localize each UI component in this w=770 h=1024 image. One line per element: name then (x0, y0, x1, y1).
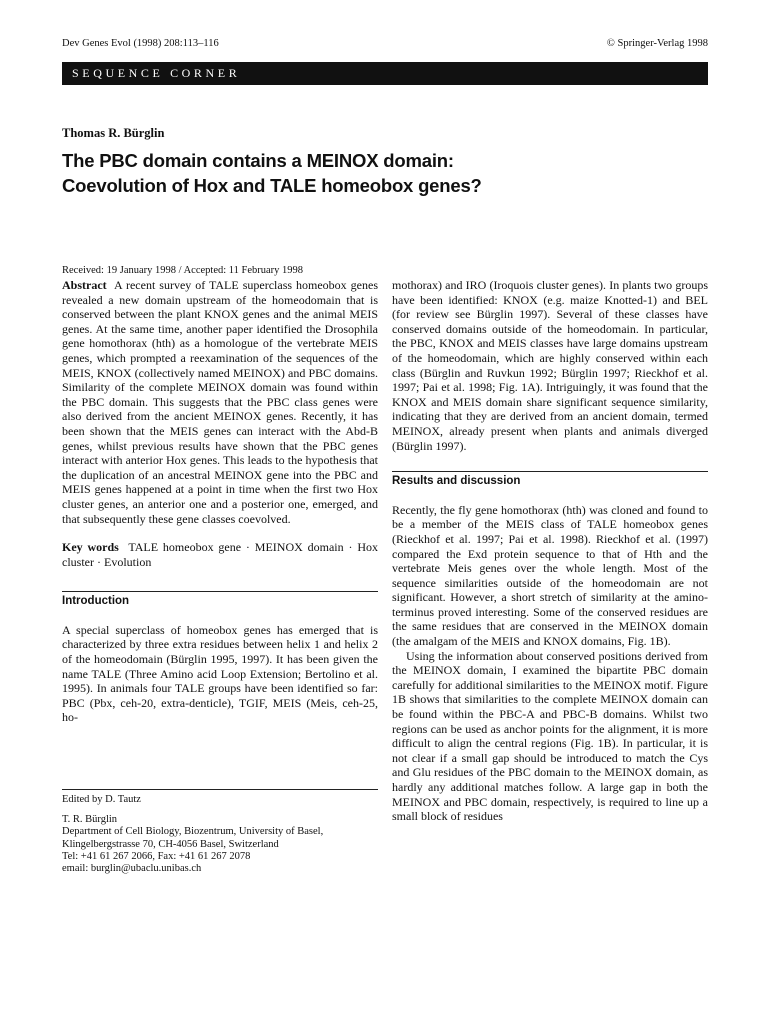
results-paragraph-2: Using the information about conserved positions derived from the MEINOX domain, I examined the bipartite PBC domain carefully for additional similarities to the MEINOX motif. Figure 1B shows that similarities to the complete MEINOX domain can be found within the PBC-A and PBC-B domains. Whilst two regions can be used as anchor points for the alignment, it is more difficult to align the central regions (Fig. 1B). In particular, it is not clear if a small gap should be introduced to match the Cys and Glu residues of the PBC domain to the MEINOX domain, as hardly any additional matches follow. A large gap in both the MEINOX and PBC domain, respectively, is required to line up a small block of residues (392, 648, 708, 824)
results-paragraph-1: Recently, the fly gene homothorax (hth) was cloned and found to be a member of the MEIS class of TALE homeobox genes (Rieckhof et al. 1997; Pai et al. 1998). Rieckhof et al. (1997) compared the Exd protein sequence to that of Hth and the vertebrate Meis genes over the whole length. Most of the sequence similarities outside of the homeodomain are not significant. However, a short stretch of similarity at the amino-terminus proved interesting. Some of the conserved residues are the same residues that are conserved in the MEINOX domain (the amalgam of the MEIS and KNOX domains, Fig. 1B). (392, 502, 708, 649)
journal-citation: Dev Genes Evol (1998) 208:113–116 (62, 38, 219, 49)
title-line-1: The PBC domain contains a MEINOX domain: (62, 150, 454, 171)
title-line-2: Coevolution of Hox and TALE homeobox genes? (62, 175, 482, 196)
received-dates: Received: 19 January 1998 / Accepted: 11 February 1998 (62, 265, 304, 276)
right-column (392, 278, 708, 824)
article-title (62, 148, 702, 198)
introduction-continued: mothorax) and IRO (Iroquois cluster genes). In plants two groups have been identified: KNOX (e.g. maize Knotted-1) and BEL (for review see Bürglin 1997). Several of these classes have conserved domains outside of the homeodomain. In particular, the PBC, KNOX and MEIS classes have large domains upstream of the homeodomain, which are highly conserved within each class (Bürglin and Ruvkun 1992; Bürglin 1997; Rieckhof et al. 1997; Pai et al. 1998; Fig. 1A). Intriguingly, it was found that the KNOX and MEIS domain share significant sequence similarity, indicating that they are derived from an ancient domain, termed MEINOX, already present when plants and animals diverged (Bürglin 1997). (392, 278, 708, 453)
correspondence-email[interactable]: email: burglin@ubaclu.unibas.ch (62, 863, 202, 875)
correspondence-affiliation-2: Klingelbergstrasse 70, CH-4056 Basel, Switzerland (62, 838, 279, 850)
section-divider-results (392, 471, 708, 472)
abstract-label: Abstract (62, 278, 107, 292)
editor-note: Edited by D. Tautz (62, 794, 141, 805)
keywords-label: Key words (62, 540, 119, 555)
left-column (62, 278, 378, 725)
introduction-text: A special superclass of homeobox genes has emerged that is characterized by three extra residues between helix 1 and helix 2 of the homeodomain (Bürglin 1995, 1997). It has been given the name TALE (Three Amino acid Loop Extension; Bertolino et al. 1995). In animals four TALE groups have been identified so far: PBC (Pbx, ceh-20, extra-denticle), TGIF, MEIS (Meis, ceh-25, ho- (62, 622, 378, 725)
keywords (62, 540, 378, 569)
correspondence-affiliation-1: Department of Cell Biology, Biozentrum, University of Basel, (62, 826, 324, 838)
results-heading: Results and discussion (392, 475, 521, 488)
introduction-heading: Introduction (62, 595, 130, 608)
abstract-text: A recent survey of TALE superclass homeobox genes revealed a new domain upstream of the homeodomain that is conserved between the plant KNOX genes and the animal MEIS genes. At the same time, another paper identified the Drosophila gene homothorax (hth) as a homologue of the vertebrate MEIS genes, which prompted a reexamination of the sequences of the MEIS, KNOX (collectively named MEINOX) and PBC domains. Similarity of the complete MEINOX domain was found within the PBC domain. This suggests that the PBC class genes were also derived from the ancient MEINOX genes. Recently, it has been shown that the MEIS genes can interact with the Abd-B genes, whilst previous results have shown that the PBC genes interact with anterior Hox genes. This leads to the hypothesis that the duplication of an ancestral MEINOX gene into the PBC and MEIS genes happened at a point in time when the first two Hox cluster genes, an anterior one and a posterior one, emerged, and that subsequently these gene classes coevolved. (62, 278, 378, 526)
section-divider (62, 591, 378, 592)
correspondence-phone: Tel: +41 61 267 2066, Fax: +41 61 267 2078 (62, 850, 251, 862)
keywords-text: TALE homeobox gene · MEINOX domain · Hox cluster · Evolution (62, 540, 378, 569)
footnote-divider (62, 789, 378, 790)
section-banner: SEQUENCE CORNER (62, 62, 708, 85)
copyright-notice: © Springer-Verlag 1998 (606, 38, 708, 49)
correspondence-name: T. R. Bürglin (62, 814, 118, 826)
abstract (62, 278, 378, 526)
footnote (62, 789, 378, 875)
author-name: Thomas R. Bürglin (62, 126, 165, 140)
